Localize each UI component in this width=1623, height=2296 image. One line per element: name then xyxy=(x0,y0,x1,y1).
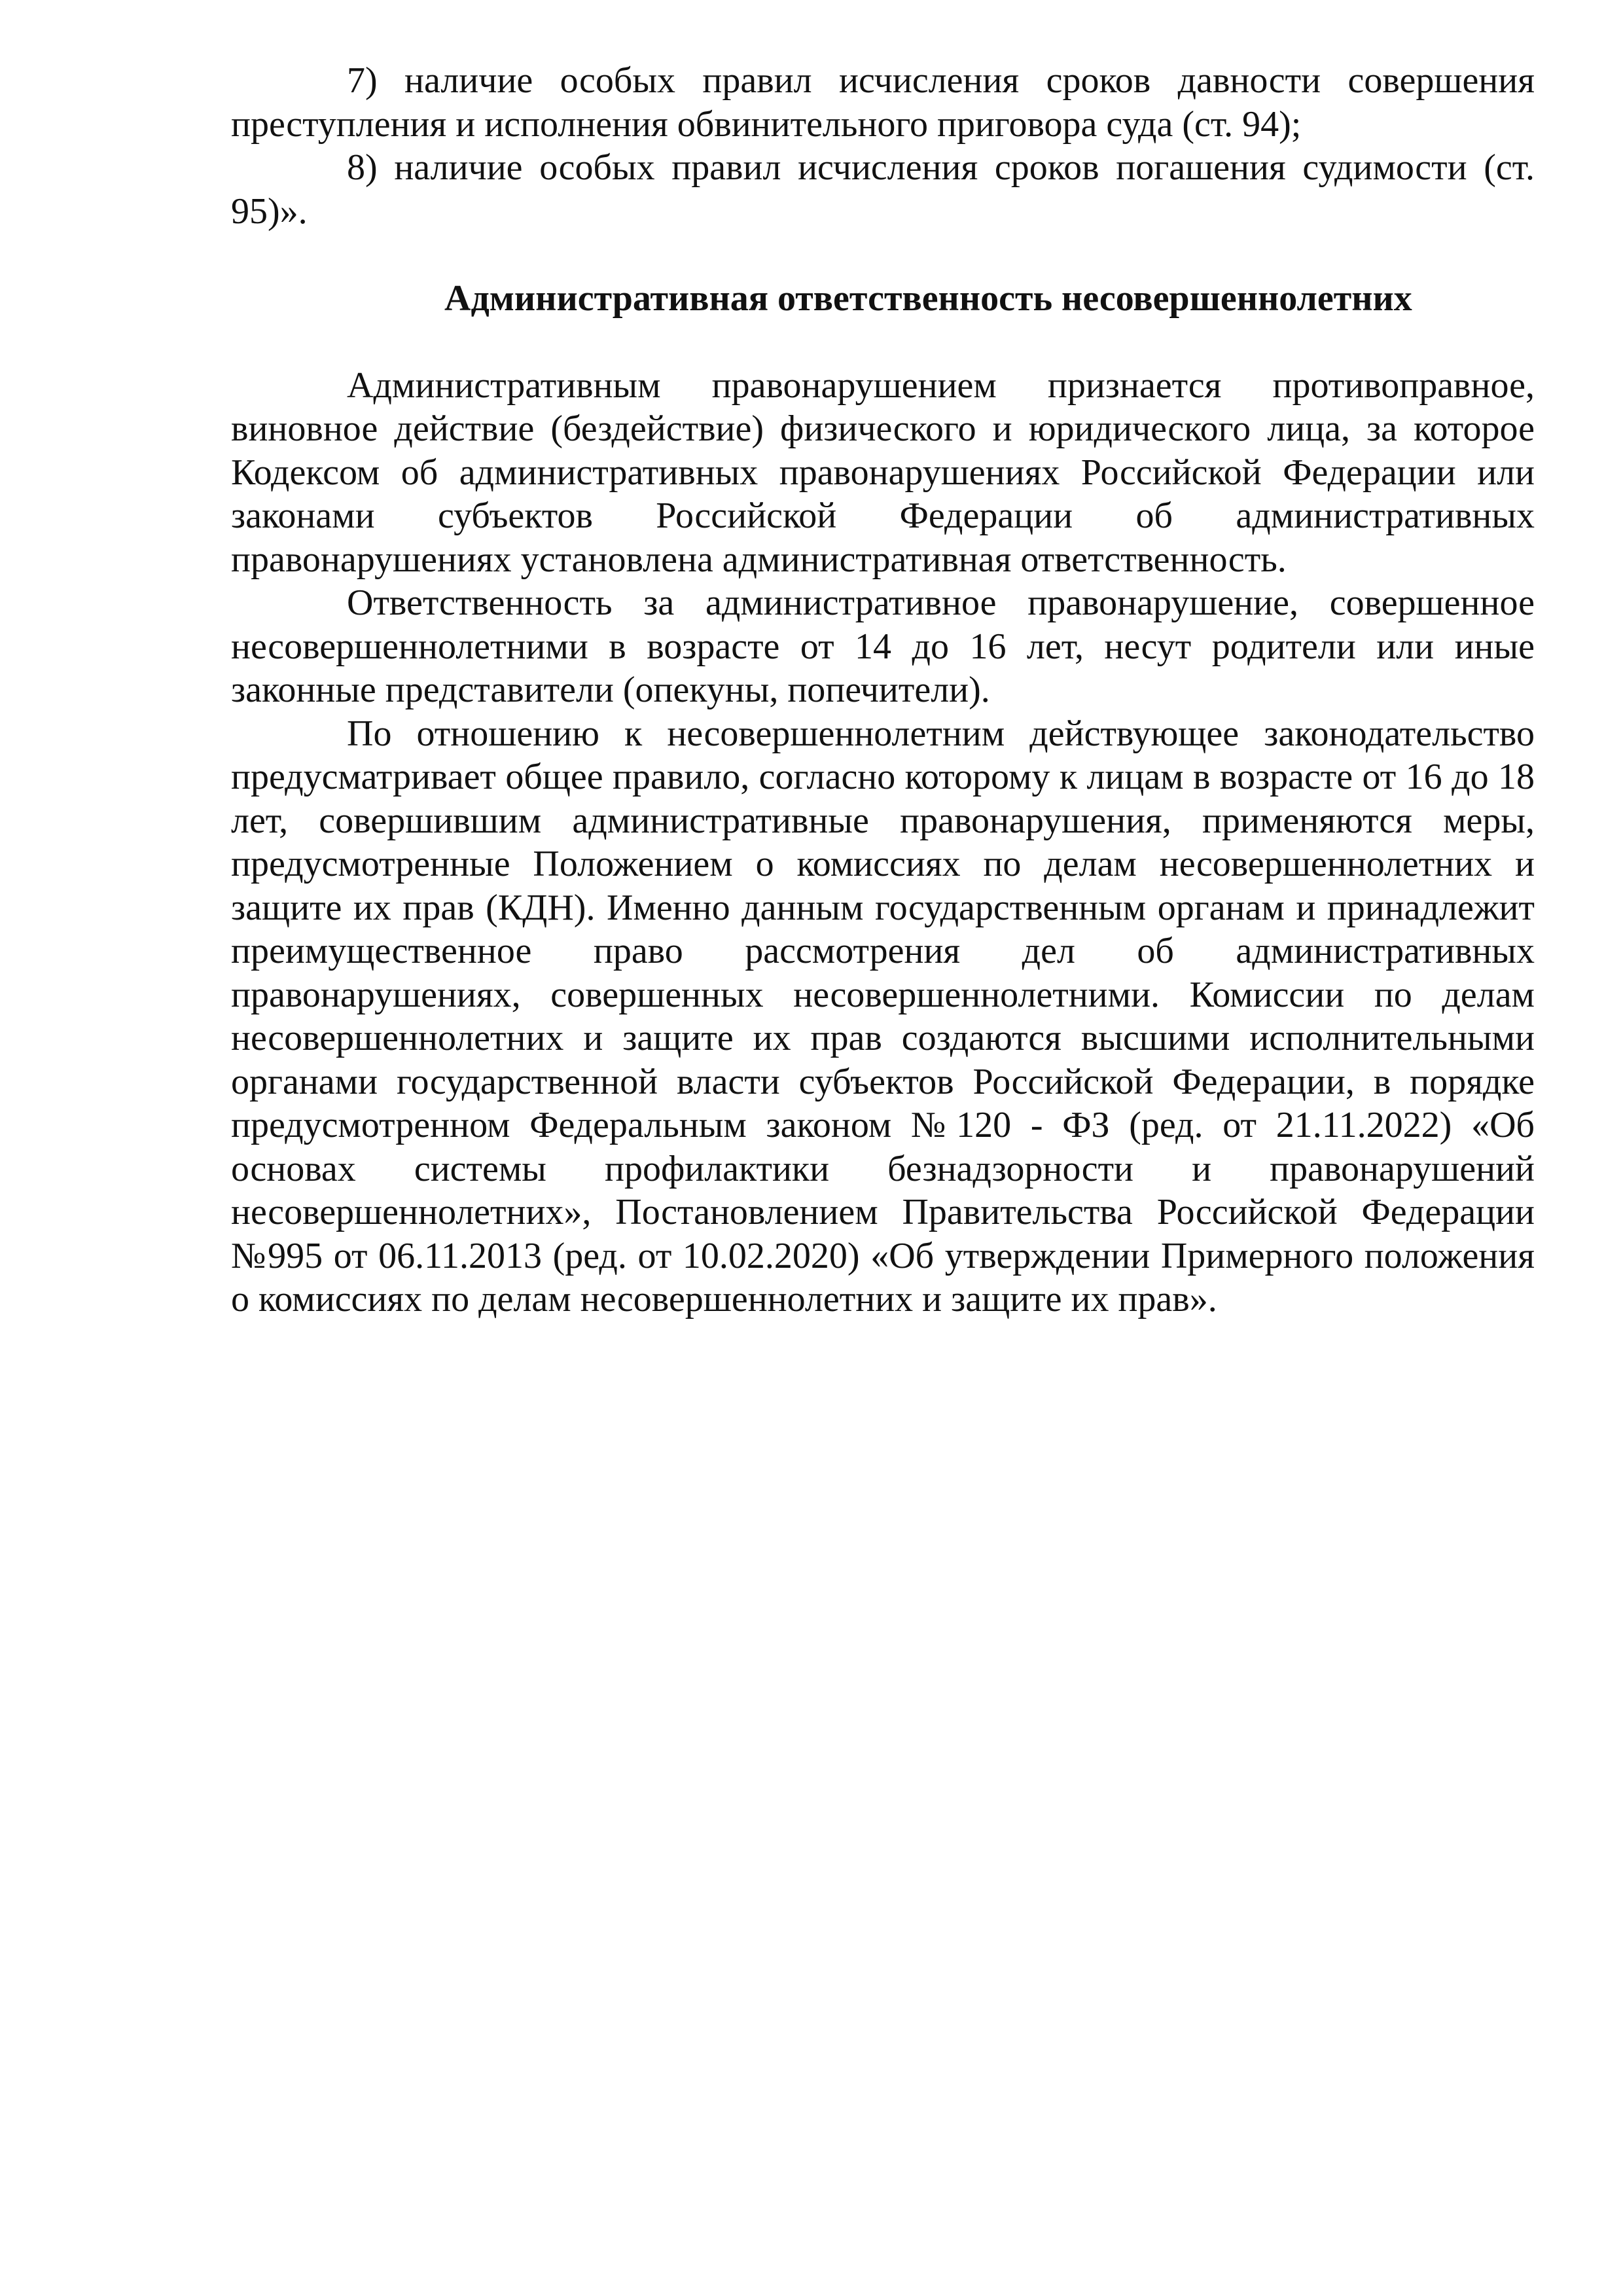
list-item-7: 7) наличие особых правил исчисления сроков давности совершения преступления и исполнения обвинительного приговора суда (ст. 94); xyxy=(231,60,1535,145)
paragraph-definition: Административным правонарушением признается противоправное, виновное действие (бездействие) физического и юридического лица, за которое Кодексом об административных правонарушениях Российской Федерации или законами субъектов Российской Федерации об административных правонарушениях установлена административная ответственность. xyxy=(231,365,1535,580)
section-heading: Административная ответственность несовершеннолетних xyxy=(444,278,1412,319)
paragraph-parental-responsibility: Ответственность за административное правонарушение, совершенное несовершеннолетними в возрасте от 14 до 16 лет, несут родители или иные законные представители (опекуны, попечители). xyxy=(231,583,1535,710)
paragraph-kdn-commissions: По отношению к несовершеннолетним действующее законодательство предусматривает общее правило, согласно которому к лицам в возрасте от 16 до 18 лет, совершившим административные правонарушения, применяются меры, предусмотренные Положением о комиссиях по делам несовершеннолетних и защите их прав (КДН). Именно данным государственным органам и принадлежит преимущественное право рассмотрения дел об административных правонарушениях, совершенных несовершеннолетними. Комиссии по делам несовершеннолетних и защите их прав создаются высшими исполнительными органами государственной власти субъектов Российской Федерации, в порядке предусмотренном Федеральным законом №120 - ФЗ (ред. от 21.11.2022) «Об основах системы профилактики безнадзорности и правонарушений несовершеннолетних», Постановлением Правительства Российской Федерации №995 от 06.11.2013 (ред. от 10.02.2020) «Об утверждении Примерного положения о комиссиях по делам несовершеннолетних и защите их прав». xyxy=(231,713,1535,1319)
document-page xyxy=(231,59,1535,1321)
list-item-8: 8) наличие особых правил исчисления сроков погашения судимости (ст. 95)». xyxy=(231,147,1535,232)
